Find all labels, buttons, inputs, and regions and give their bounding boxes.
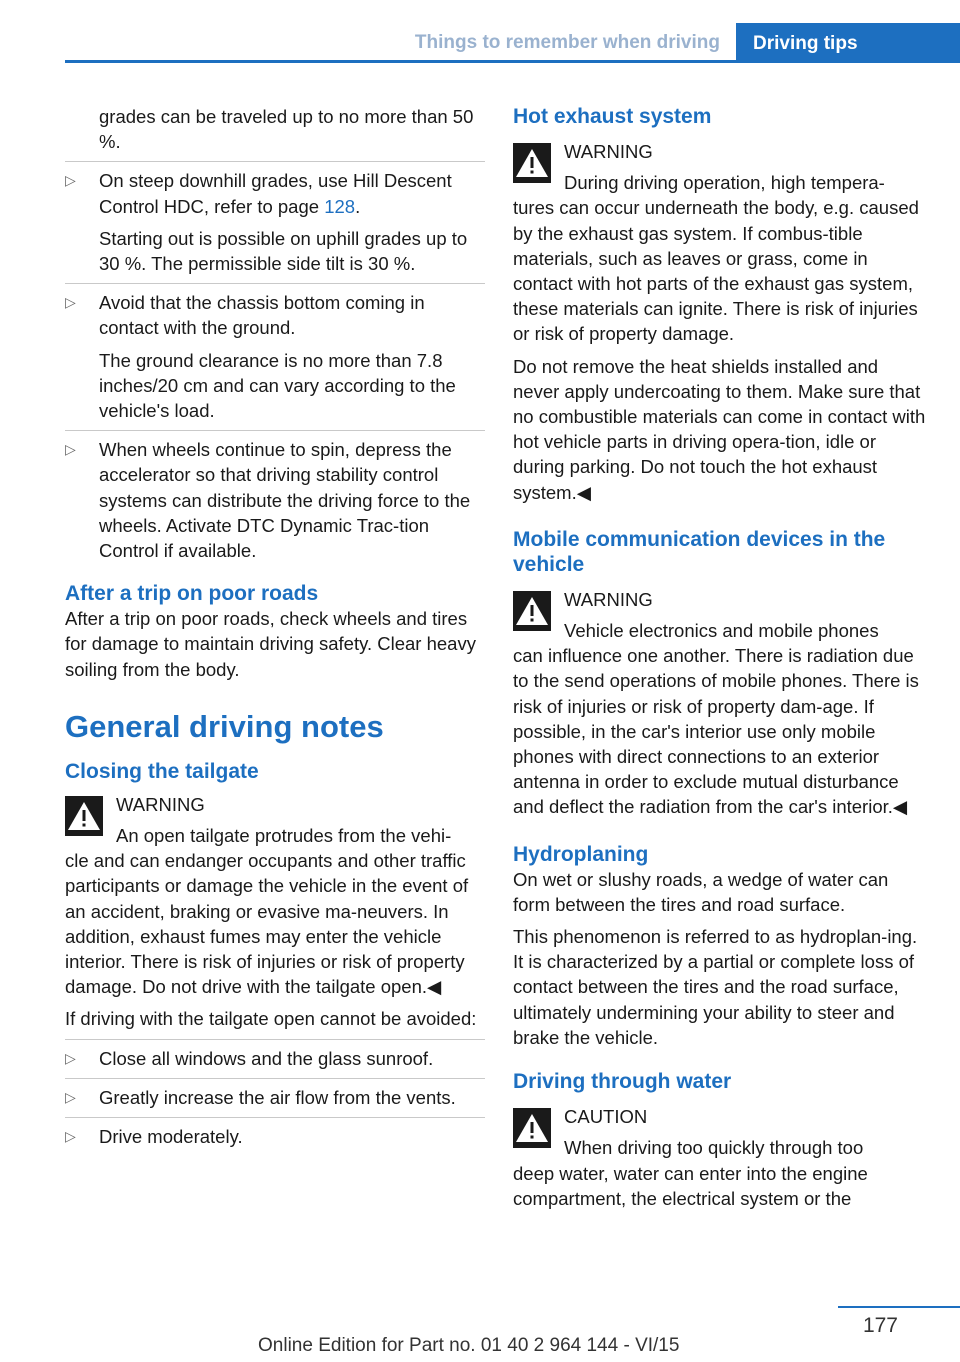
bullet-triangle-icon: ▷ <box>65 1049 76 1066</box>
caution-text: When driving too quickly through too <box>564 1137 864 1159</box>
right-column <box>513 104 927 1218</box>
list-item-text: Avoid that the chassis bottom coming in contact with the ground. <box>99 292 425 339</box>
warning-text-cont: cle and can endanger occupants and other traffic participants or damage the vehicle in the event of an accident, braking or evasive ma‐neuvers. In addition, exhaust fumes may enter the vehicle interior. There is risk of injuries or risk of property damage. Do not drive with the tailgate open.◀ <box>65 850 469 998</box>
warning-triangle-icon <box>513 591 551 631</box>
footer-divider <box>838 1306 960 1308</box>
page-number: 177 <box>862 1314 898 1337</box>
list-item <box>65 290 485 423</box>
poor-roads-body: After a trip on poor roads, check wheels and tires for damage to maintain driving safety. Clear heavy soiling from the body. <box>65 608 476 680</box>
divider <box>65 430 485 431</box>
list-item-text: Drive moderately. <box>99 1126 243 1148</box>
bullet-triangle-icon: ▷ <box>65 1128 76 1145</box>
divider <box>65 1117 485 1118</box>
divider <box>65 283 485 284</box>
warning-block <box>65 792 485 848</box>
header-section-title: Things to remember when driving <box>414 32 720 53</box>
header-chapter-tab[interactable]: Driving tips <box>736 23 960 63</box>
tailgate-body: If driving with the tailgate open cannot be avoided: <box>65 1008 477 1030</box>
bullet-triangle-icon: ▷ <box>65 294 76 311</box>
warning-triangle-icon <box>513 1108 551 1148</box>
caution-label: CAUTION <box>564 1106 648 1128</box>
general-driving-heading: General driving notes <box>65 708 384 744</box>
warning-text-cont: can influence one another. There is radiation due to the send operations of mobile phones. There is risk of injuries or risk of property dam‐age. If possible, in the car's interior use only mobile phones with direct connections to an exterior antenna in order to exclude mutual disturbance and deflect the radiation from the car's interior.◀ <box>513 645 919 818</box>
warning-label: WARNING <box>116 793 205 815</box>
warning-text-cont: tures can occur underneath the body, e.g. caused by the exhaust gas system. If combus‐tible materials, such as leaves or grass, come in contact with hot parts of the exhaust gas system, these materials can ignite. There is risk of injuries or risk of property damage. <box>513 197 919 345</box>
caution-block <box>513 1104 927 1160</box>
list-item <box>65 1085 485 1110</box>
header-divider <box>65 60 960 63</box>
warning-text: Vehicle electronics and mobile phones <box>564 620 879 642</box>
hydroplaning-body: On wet or slushy roads, a wedge of water can form between the tires and road surface. <box>513 868 889 915</box>
hydroplaning-heading: Hydroplaning <box>513 842 649 866</box>
list-item-followup: The ground clearance is no more than 7.8 inches/20 cm and can vary according to the vehicle's load. <box>99 349 456 422</box>
hydroplaning-body: This phenomenon is referred to as hydroplan‐ing. It is characterized by a partial or complete loss of contact between the tires and the road surface, ultimately undermining your ability to steer and brake the vehicle. <box>513 926 918 1048</box>
warning-triangle-icon <box>65 796 103 836</box>
warning-label: WARNING <box>564 141 653 162</box>
mobile-devices-heading: Mobile communication devices in the vehicle <box>513 527 886 576</box>
driving-through-water-heading: Driving through water <box>513 1070 732 1094</box>
divider <box>65 1078 485 1079</box>
warning-text-more: Do not remove the heat shields installed and never apply undercoating to them. Make sure that no combustible materials can come in contact with hot vehicle parts in driving opera‐tion, idle or during parking. Do not touch the hot exhaust system.◀ <box>513 355 926 503</box>
warning-text: An open tailgate protrudes from the vehi‐ <box>116 825 452 847</box>
page-reference-link[interactable]: 128 <box>324 195 356 217</box>
edition-footer: Online Edition for Part no. 01 40 2 964 144 - VI/15 <box>258 1335 680 1356</box>
list-item <box>65 1124 485 1149</box>
list-item-text: Close all windows and the glass sunroof. <box>99 1047 434 1069</box>
warning-label: WARNING <box>564 588 653 610</box>
exhaust-heading: Hot exhaust system <box>513 105 712 128</box>
list-item <box>65 1046 485 1071</box>
bullet-triangle-icon: ▷ <box>65 172 76 189</box>
list-item-text: On steep downhill grades, use Hill Descent Control HDC, refer to page <box>99 170 452 217</box>
list-item-text: Greatly increase the air flow from the vents. <box>99 1086 456 1108</box>
intro-text: grades can be traveled up to no more than 50 %. <box>99 106 474 153</box>
list-item-text: When wheels continue to spin, depress the accelerator so that driving stability control systems can distribute the driving force to the wheels. Activate DTC Dynamic Trac‐tion Control if available. <box>99 439 471 562</box>
list-item-followup: Starting out is possible on uphill grades up to 30 %. The permissible side tilt is 30 %. <box>99 227 468 275</box>
left-column <box>65 104 485 1156</box>
bullet-triangle-icon: ▷ <box>65 441 76 458</box>
tailgate-heading: Closing the tailgate <box>65 759 259 783</box>
warning-block <box>513 139 927 195</box>
caution-text-cont: deep water, water can enter into the engine compartment, the electrical system or the <box>513 1162 868 1209</box>
poor-roads-heading: After a trip on poor roads <box>65 582 319 606</box>
list-item-text: . <box>355 195 361 217</box>
divider <box>65 161 485 162</box>
warning-block <box>513 587 927 643</box>
warning-triangle-icon <box>513 143 551 183</box>
divider <box>65 1039 485 1040</box>
warning-text: During driving operation, high tempera‐ <box>564 172 885 194</box>
bullet-triangle-icon: ▷ <box>65 1088 76 1105</box>
list-item <box>65 437 485 563</box>
list-item <box>65 168 485 276</box>
